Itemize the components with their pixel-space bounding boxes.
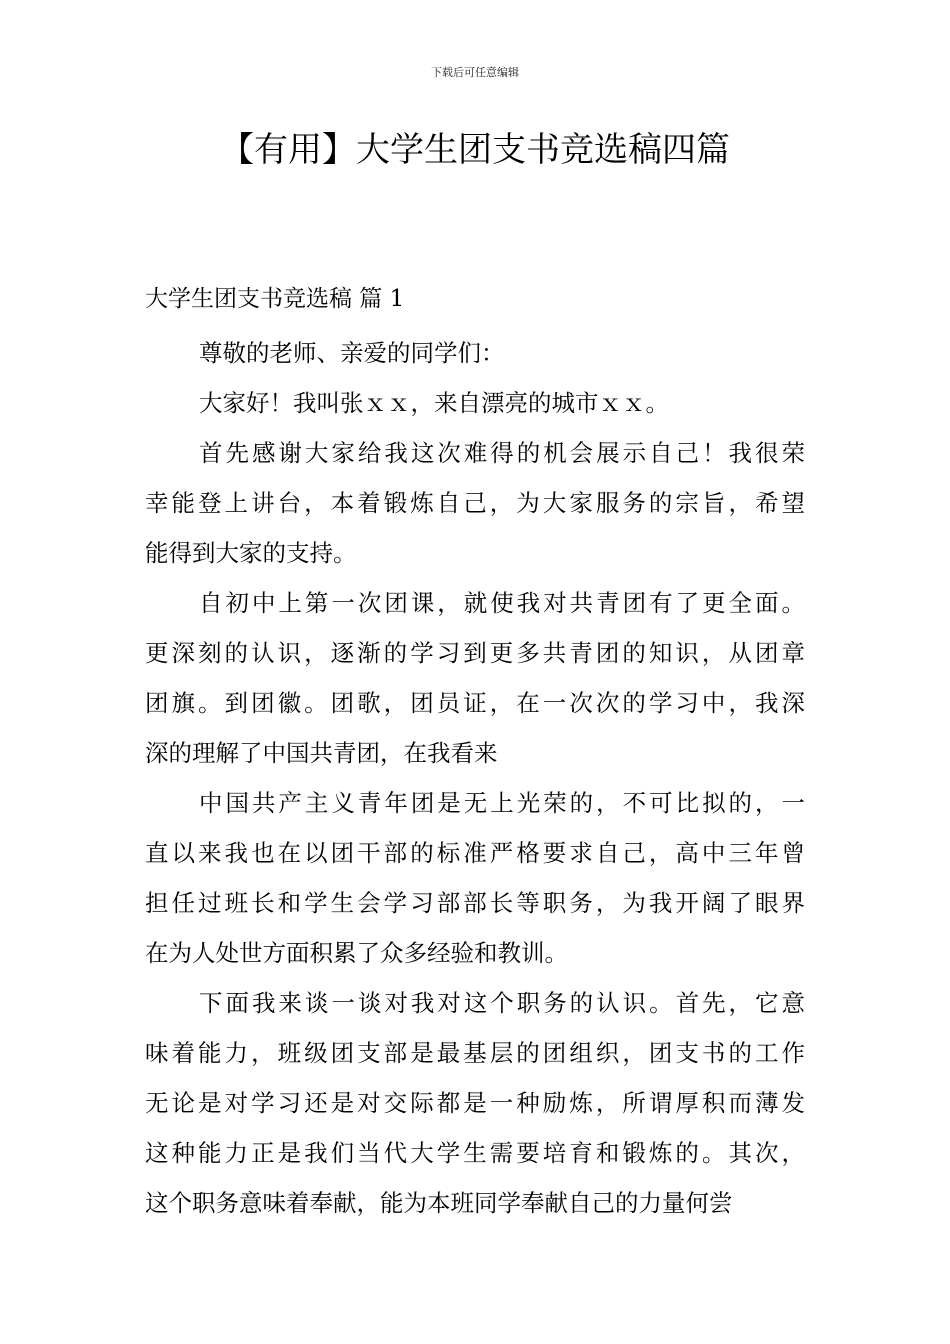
paragraph-line: 首先感谢大家给我这次难得的机会展示自己！我很荣 bbox=[199, 439, 805, 467]
paragraph-line: 更深刻的认识，逐渐的学习到更多共青团的知识，从团章 bbox=[145, 639, 805, 667]
paragraph-line: 能得到大家的支持。 bbox=[145, 539, 357, 567]
paragraph-line: 中国共产主义青年团是无上光荣的，不可比拟的，一 bbox=[199, 789, 805, 817]
paragraph-line: 担任过班长和学生会学习部部长等职务，为我开阔了眼界 bbox=[145, 889, 805, 917]
paragraph bbox=[145, 378, 805, 428]
paragraph bbox=[145, 978, 805, 1228]
header-note: 下载后可任意编辑 bbox=[431, 66, 519, 79]
paragraph-line: 团旗。到团徽。团歌，团员证，在一次次的学习中，我深 bbox=[145, 689, 805, 717]
paragraph-line: 这种能力正是我们当代大学生需要培育和锻炼的。其次， bbox=[145, 1139, 805, 1167]
document-body bbox=[145, 278, 805, 1228]
paragraph-line: 幸能登上讲台，本着锻炼自己，为大家服务的宗旨，希望 bbox=[145, 489, 805, 517]
paragraph-list bbox=[145, 328, 805, 1228]
paragraph-line: 下面我来谈一谈对我对这个职务的认识。首先，它意 bbox=[199, 989, 805, 1017]
paragraph-line: 在为人处世方面积累了众多经验和教训。 bbox=[145, 939, 568, 967]
paragraph-line: 大家好！我叫张ｘｘ，来自漂亮的城市ｘｘ。 bbox=[199, 389, 669, 417]
paragraph bbox=[145, 428, 805, 578]
paragraph bbox=[145, 578, 805, 778]
section-heading: 大学生团支书竞选稿 篇 1 bbox=[145, 286, 405, 312]
paragraph bbox=[145, 328, 805, 378]
paragraph-line: 深的理解了中国共青团，在我看来 bbox=[145, 739, 498, 767]
paragraph-line: 直以来我也在以团干部的标准严格要求自己，高中三年曾 bbox=[145, 839, 805, 867]
paragraph-line: 味着能力，班级团支部是最基层的团组织，团支书的工作 bbox=[145, 1039, 805, 1067]
paragraph bbox=[145, 778, 805, 978]
paragraph-line: 自初中上第一次团课，就使我对共青团有了更全面。 bbox=[199, 589, 805, 617]
paragraph-line: 这个职务意味着奉献，能为本班同学奉献自己的力量何尝 bbox=[145, 1189, 733, 1217]
paragraph-line: 尊敬的老师、亲爱的同学们： bbox=[199, 339, 505, 367]
paragraph-line: 无论是对学习还是对交际都是一种励炼，所谓厚积而薄发 bbox=[145, 1089, 805, 1117]
document-title: 【有用】大学生团支书竞选稿四篇 bbox=[220, 130, 730, 170]
